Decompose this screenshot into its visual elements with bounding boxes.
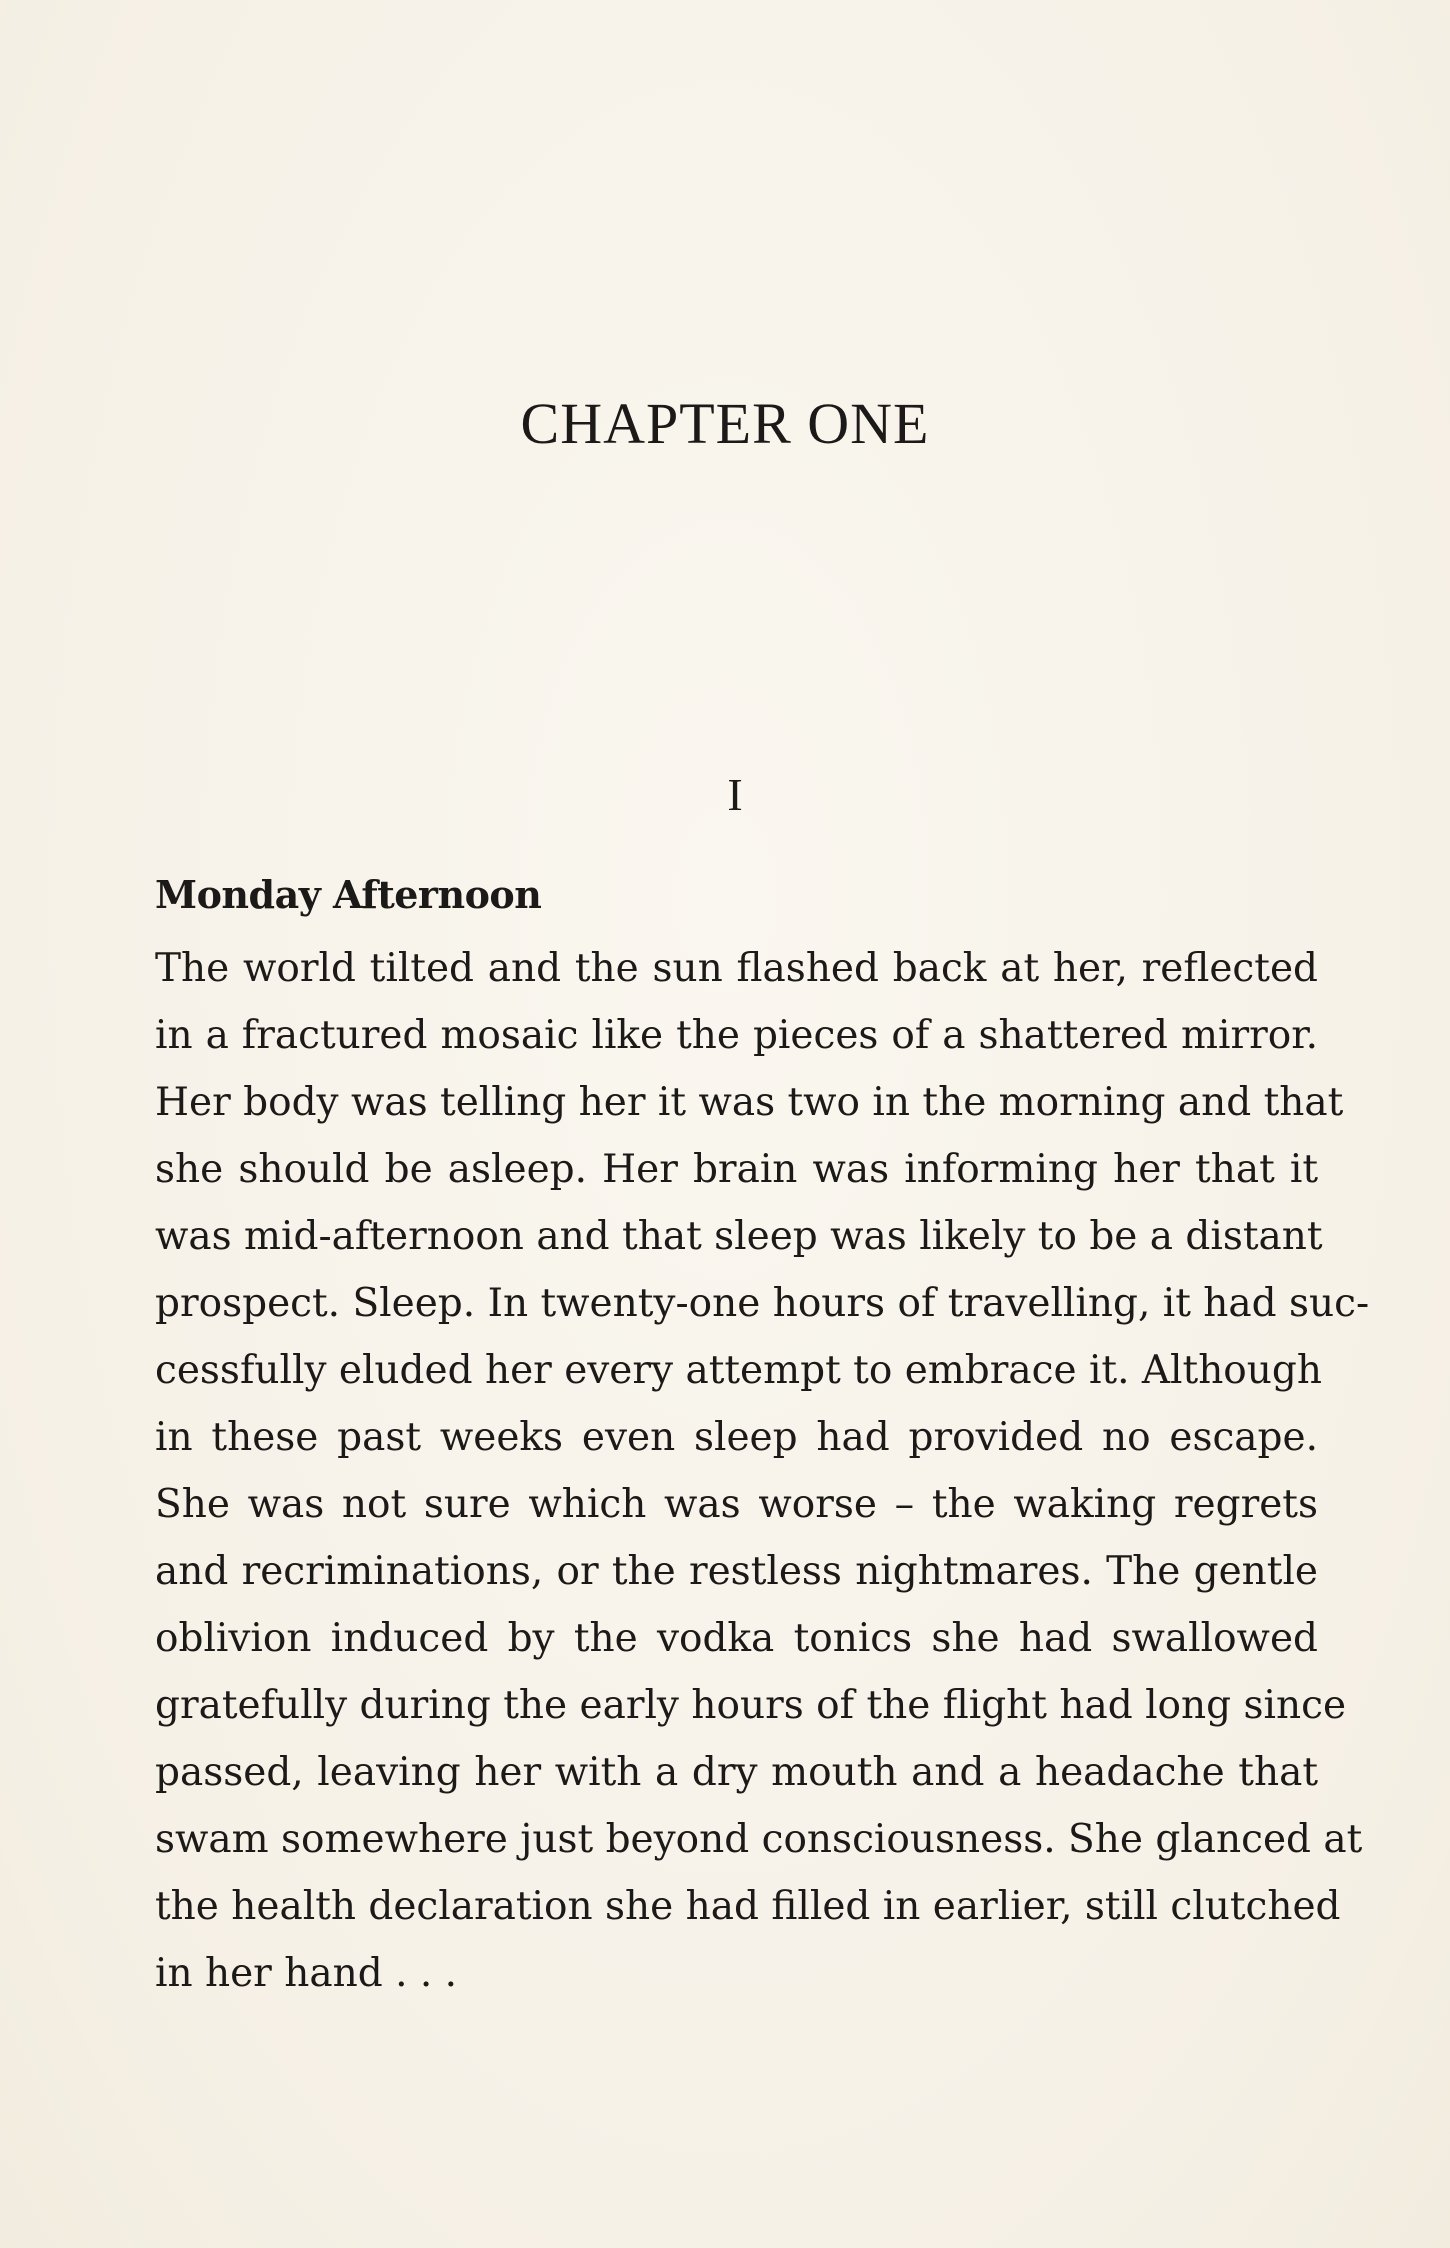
text-line: she should be asleep. Her brain was informing her that it bbox=[155, 1147, 1318, 1192]
text-line: passed, leaving her with a dry mouth and a headache that bbox=[155, 1750, 1318, 1795]
text-line: in these past weeks even sleep had provided no escape. bbox=[155, 1415, 1318, 1460]
body-paragraph bbox=[155, 935, 1370, 2007]
text-line: and recriminations, or the restless nightmares. The gentle bbox=[155, 1549, 1318, 1594]
text-line: cessfully eluded her every attempt to embrace it. Although bbox=[155, 1348, 1322, 1393]
text-line: oblivion induced by the vodka tonics she had swallowed bbox=[155, 1616, 1318, 1661]
text-line: the health declaration she had filled in earlier, still clutched bbox=[155, 1884, 1341, 1929]
text-line: She was not sure which was worse – the waking regrets bbox=[155, 1482, 1318, 1527]
text-line: was mid-afternoon and that sleep was likely to be a distant bbox=[155, 1214, 1323, 1259]
section-number: I bbox=[727, 769, 743, 820]
section-subheading: Monday Afternoon bbox=[155, 872, 542, 917]
text-line: swam somewhere just beyond consciousness. She glanced at bbox=[155, 1817, 1363, 1862]
chapter-title: CHAPTER ONE bbox=[520, 391, 930, 456]
text-line: in her hand . . . bbox=[155, 1951, 458, 1996]
text-line: Her body was telling her it was two in the morning and that bbox=[155, 1080, 1344, 1125]
text-line: gratefully during the early hours of the flight had long since bbox=[155, 1683, 1347, 1728]
text-line: in a fractured mosaic like the pieces of a shattered mirror. bbox=[155, 1013, 1318, 1058]
text-line: prospect. Sleep. In twenty-one hours of travelling, it had suc- bbox=[155, 1281, 1370, 1326]
text-line: The world tilted and the sun flashed back at her, reflected bbox=[155, 946, 1318, 991]
